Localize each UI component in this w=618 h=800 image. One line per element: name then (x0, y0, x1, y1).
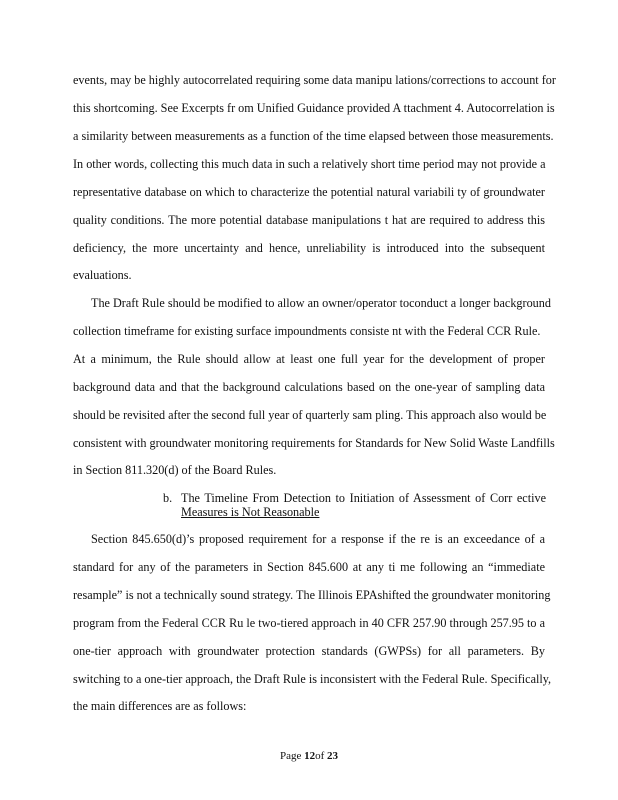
text-line: Section 845.650(d)’s proposed requirement for a response if the re is an exceedance of a (91, 532, 545, 546)
text-line: program from the Federal CCR Ru le two-tiered approach in 40 CFR 257.90 through 257.95 to a (73, 616, 545, 630)
text-line: events, may be highly autocorrelated requiring some data manipu lations/corrections to account for (73, 73, 556, 87)
text-line: the main differences are as follows: (73, 699, 247, 713)
text-line: switching to a one-tier approach, the Draft Rule is inconsistert with the Federal Rule. Specifically, (73, 672, 552, 686)
heading-label: b. (163, 491, 173, 505)
heading-underlined: Measures is Not Reasonable (181, 505, 320, 519)
text-line: this shortcoming. See Excerpts fr om Unified Guidance provided A ttachment 4. Autocorrelation is (73, 101, 555, 115)
text-line: representative database on which to characterize the potential natural variabili ty of groundwater (73, 185, 545, 199)
text-line: resample” is not a technically sound strategy. The Illinois EPAshifted the groundwater monitoring (73, 588, 551, 602)
text-line: one-tier approach with groundwater protection standards (GWPSs) for all parameters. By (73, 644, 545, 658)
heading-line (181, 505, 546, 520)
page-footer (0, 749, 618, 763)
text-line: evaluations. (73, 268, 132, 282)
text-line: At a minimum, the Rule should allow at least one full year for the development of proper (73, 352, 545, 366)
text-line: quality conditions. The more potential database manipulations t hat are required to address this (73, 213, 545, 227)
footer-total-pages: 23 (327, 750, 339, 762)
text-line: In other words, collecting this much data in such a relatively short time period may not provide a (73, 157, 546, 171)
footer-of-word: of (315, 750, 325, 762)
heading-line: The Timeline From Detection to Initiation of Assessment of Corr ective (181, 491, 546, 505)
text-line: collection timeframe for existing surface impoundments consiste nt with the Federal CCR Rule. (73, 324, 541, 338)
text-line: The Draft Rule should be modified to allow an owner/operator toconduct a longer background (91, 296, 551, 310)
text-line: consistent with groundwater monitoring requirements for Standards for New Solid Waste Landfills (73, 436, 555, 450)
text-line: should be revisited after the second full year of quarterly sam pling. This approach also would be (73, 408, 547, 422)
footer-page-number: 12 (304, 750, 316, 762)
text-line: deficiency, the more uncertainty and hence, unreliability is introduced into the subsequent (73, 241, 545, 255)
text-line: standard for any of the parameters in Section 845.600 at any ti me following an “immediate (73, 560, 545, 574)
text-line: in Section 811.320(d) of the Board Rules. (73, 463, 277, 477)
footer-page-word: Page (279, 750, 302, 762)
text-line: a similarity between measurements as a function of the time elapsed between those measurements. (73, 129, 554, 143)
text-line: background data and that the background calculations based on the one-year of sampling data (73, 380, 545, 394)
